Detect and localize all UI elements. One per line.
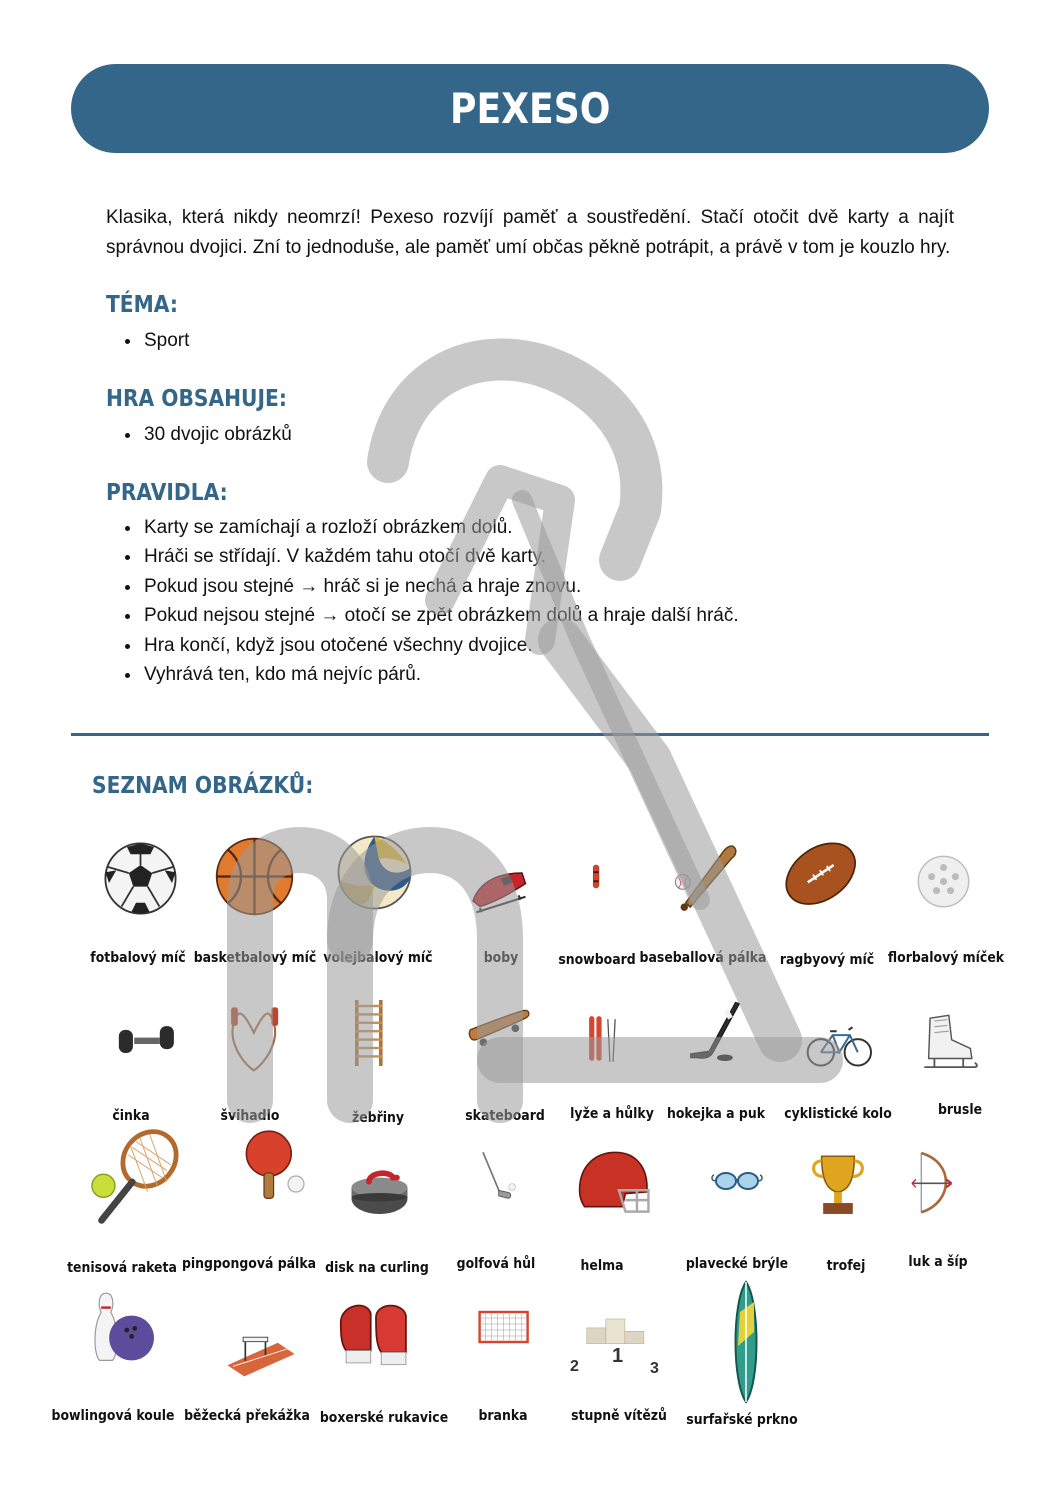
- list-item: • Pokud nejsou stejné → otočí se zpět obrázkem dolů a hraje další hráč.: [142, 601, 739, 630]
- picture-label: hokejka a puk: [666, 1106, 766, 1122]
- bowling-icon: [90, 1288, 170, 1372]
- picture-item: [586, 994, 638, 1086]
- picture-item: [782, 834, 868, 922]
- soccer-ball-icon: [100, 838, 190, 928]
- picture-item: [668, 832, 742, 926]
- bow-arrow-icon: [908, 1132, 974, 1232]
- bobsled-icon: [454, 852, 548, 922]
- floorball-icon: [912, 850, 982, 920]
- picture-label: volejbalový míč: [323, 950, 433, 966]
- picture-item: [568, 1146, 660, 1228]
- ice-skate-icon: [920, 1004, 992, 1090]
- list-item: • Hráči se střídají. V každém tahu otočí dvě karty.: [142, 542, 739, 571]
- picture-label: běžecká překážka: [184, 1408, 310, 1424]
- section-heading-obsah: HRA OBSAHUJE:: [106, 386, 287, 412]
- picture-item: [806, 1148, 884, 1230]
- picture-label: helma: [580, 1258, 624, 1274]
- tennis-racket-icon: [90, 1128, 186, 1234]
- list-item: • Hra končí, když jsou otočené všechny dvojice.: [142, 631, 739, 660]
- picture-label: lyže a hůlky: [570, 1106, 654, 1122]
- trophy-icon: [806, 1148, 884, 1230]
- picture-label: golfová hůl: [456, 1256, 536, 1272]
- picture-label: boby: [483, 950, 519, 966]
- list-item: • Vyhrává ten, kdo má nejvíc párů.: [142, 660, 739, 689]
- picture-label: snowboard: [558, 952, 636, 968]
- rugby-ball-icon: [782, 834, 868, 922]
- section-heading-pravidla: PRAVIDLA:: [106, 480, 228, 506]
- boxing-gloves-icon: [330, 1296, 422, 1384]
- podium-number: 3: [650, 1360, 659, 1377]
- picture-item: [330, 1296, 422, 1384]
- picture-item: [908, 1132, 974, 1232]
- rules-list: [106, 513, 739, 689]
- jump-rope-icon: [216, 994, 300, 1088]
- picture-label: brusle: [937, 1102, 983, 1118]
- picture-item: [104, 1012, 190, 1076]
- picture-label: basketbalový míč: [193, 950, 317, 966]
- bicycle-icon: [790, 1018, 886, 1084]
- picture-item: [216, 994, 300, 1088]
- picture-item: [474, 1126, 530, 1230]
- skis-icon: [586, 994, 638, 1086]
- picture-item: [206, 1326, 316, 1382]
- goal-net-icon: [460, 1306, 552, 1366]
- page-title: PEXESO: [449, 84, 611, 133]
- picture-item: [920, 1004, 992, 1090]
- picture-item: [90, 1128, 186, 1234]
- picture-label: disk na curling: [325, 1260, 429, 1276]
- list-item: • Pokud jsou stejné → hráč si je nechá a hraje znovu.: [142, 572, 739, 601]
- tema-list: [106, 326, 189, 355]
- picture-label: branka: [478, 1408, 528, 1424]
- divider: [71, 733, 989, 736]
- picture-item: [790, 1018, 886, 1084]
- golf-club-icon: [474, 1126, 530, 1230]
- wall-bars-icon: [346, 978, 406, 1088]
- dumbbell-icon: [104, 1012, 190, 1076]
- picture-label: pingpongová pálka: [181, 1256, 317, 1272]
- basketball-icon: [214, 836, 304, 926]
- swim-goggles-icon: [688, 1166, 784, 1216]
- picture-item: [334, 832, 424, 922]
- picture-item: [684, 988, 750, 1080]
- picture-label: trofej: [826, 1258, 866, 1274]
- hurdle-icon: [206, 1326, 316, 1382]
- picture-item: [214, 836, 304, 926]
- picture-item: [100, 838, 190, 928]
- surfboard-icon: [726, 1280, 766, 1408]
- section-heading-pictures: SEZNAM OBRÁZKŮ:: [92, 773, 314, 799]
- section-heading-tema: TÉMA:: [106, 292, 178, 318]
- snowboard-icon: [586, 826, 610, 926]
- picture-label: tenisová raketa: [67, 1260, 177, 1276]
- picture-label: bowlingová koule: [51, 1408, 175, 1424]
- obsah-list: [106, 420, 292, 449]
- picture-item: [346, 978, 406, 1088]
- picture-item: [586, 826, 610, 926]
- picture-item: [90, 1288, 170, 1372]
- picture-label: baseballová pálka: [639, 950, 767, 966]
- picture-label: surfařské prkno: [686, 1412, 798, 1428]
- picture-label: stupně vítězů: [571, 1408, 667, 1424]
- picture-label: boxerské rukavice: [319, 1410, 449, 1426]
- picture-label: florbalový míček: [887, 950, 1005, 966]
- picture-label: ragbyový míč: [779, 952, 875, 968]
- picture-label: skateboard: [465, 1108, 545, 1124]
- skateboard-icon: [452, 1004, 548, 1068]
- title-banner: [71, 64, 989, 153]
- picture-label: činka: [112, 1108, 150, 1124]
- picture-item: [912, 850, 982, 920]
- ping-pong-paddle-icon: [232, 1128, 312, 1208]
- curling-stone-icon: [338, 1158, 428, 1228]
- helmet-icon: [568, 1146, 660, 1228]
- hockey-stick-icon: [684, 988, 750, 1080]
- picture-item: [452, 1004, 548, 1068]
- volleyball-icon: [334, 832, 424, 922]
- picture-item: [688, 1166, 784, 1216]
- baseball-bat-icon: [668, 832, 742, 926]
- picture-item: [338, 1158, 428, 1228]
- picture-item: [232, 1128, 312, 1208]
- picture-label: fotbalový míč: [90, 950, 186, 966]
- picture-item: [454, 852, 548, 922]
- podium-number: 2: [570, 1358, 579, 1375]
- list-item: • Karty se zamíchají a rozloží obrázkem dolů.: [142, 513, 739, 542]
- list-item: • Sport: [142, 326, 189, 355]
- podium-number: 1: [612, 1345, 624, 1367]
- picture-label: luk a šíp: [908, 1254, 968, 1270]
- picture-label: plavecké brýle: [685, 1256, 789, 1272]
- picture-item: [460, 1306, 552, 1366]
- list-item: • 30 dvojic obrázků: [142, 420, 292, 449]
- picture-label: žebřiny: [351, 1110, 405, 1126]
- picture-item: [726, 1280, 766, 1408]
- intro-text: Klasika, která nikdy neomrzí! Pexeso rozvíjí paměť a soustředění. Stačí otočit dvě karty a najít správnou dvojici. Zní to jednoduše, ale paměť umí občas pěkně potrápit, a právě v tom je kouzlo hry.: [106, 207, 954, 258]
- picture-label: švihadlo: [220, 1108, 280, 1124]
- picture-label: cyklistické kolo: [784, 1106, 892, 1122]
